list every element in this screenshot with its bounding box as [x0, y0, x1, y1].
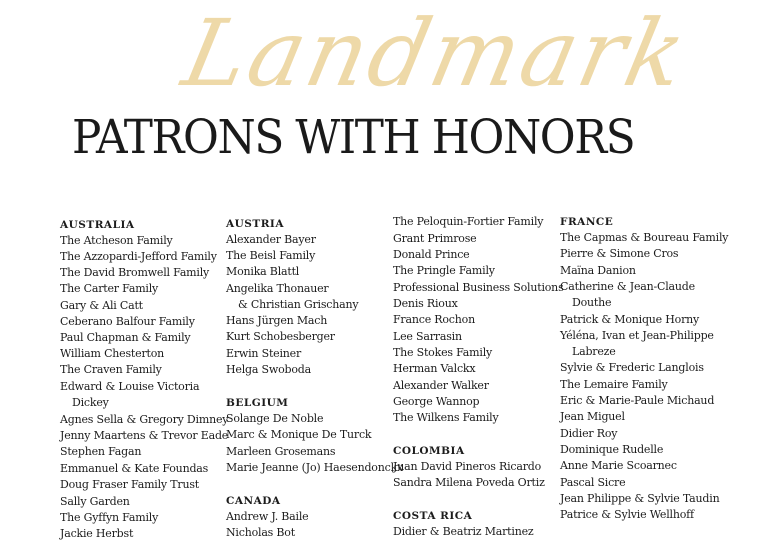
patron-name: Angelika Thonauer — [226, 282, 329, 295]
patron-name-continued: Douthe — [572, 296, 612, 309]
patron-name: Doug Fraser Family Trust — [60, 478, 199, 491]
patron-name: Stephen Fagan — [60, 445, 142, 458]
patron-name: Solange De Noble — [226, 412, 324, 425]
patron-name: Jean Philippe & Sylvie Taudin — [560, 492, 720, 505]
patron-name: Hans Jürgen Mach — [226, 314, 328, 327]
patron-name: The Lemaire Family — [560, 378, 668, 391]
patron-name: Catherine & Jean-Claude — [560, 280, 695, 293]
patron-name: Kurt Schobesberger — [226, 330, 335, 343]
patron-name: Professional Business Solutions — [393, 281, 564, 294]
patron-name: Patrice & Sylvie Wellhoff — [560, 508, 694, 521]
patron-name: Marc & Monique De Turck — [226, 428, 372, 441]
patron-name: Monika Blattl — [226, 265, 300, 278]
patron-name: The David Bromwell Family — [60, 266, 210, 279]
patron-name: Yéléna, Ivan et Jean-Philippe — [560, 329, 714, 342]
patron-name: Juan David Pineros Ricardo — [393, 460, 542, 473]
patron-name: Maïna Danion — [560, 264, 636, 277]
country-heading-belgium: BELGIUM — [226, 397, 289, 409]
patron-name: Eric & Marie-Paule Michaud — [560, 394, 715, 407]
landmark-script-title: Landmark — [174, 0, 698, 107]
patron-name: Paul Chapman & Family — [60, 331, 191, 344]
country-heading-costa-rica: COSTA RICA — [393, 510, 473, 522]
patron-name: Jean Miguel — [560, 410, 625, 423]
patron-name-continued: & Christian Grischany — [238, 298, 359, 311]
patron-name: Gary & Ali Catt — [60, 299, 143, 312]
patron-name: Alexander Walker — [393, 379, 489, 392]
patron-name-continued: Dickey — [72, 396, 109, 409]
patron-name: Didier & Beatriz Martinez — [393, 525, 534, 538]
patron-name-continued: Labreze — [572, 345, 616, 358]
patron-name: Grant Primrose — [393, 232, 477, 245]
patron-name: The Gyffyn Family — [60, 511, 159, 524]
country-heading-australia: AUSTRALIA — [60, 219, 135, 231]
patron-name: Andrew J. Baile — [226, 510, 309, 523]
patron-name: France Rochon — [393, 313, 475, 326]
patron-name: Sylvie & Frederic Langlois — [560, 361, 704, 374]
patron-name: The Peloquin-Fortier Family — [393, 215, 544, 228]
patron-name: The Craven Family — [60, 363, 162, 376]
country-heading-canada: CANADA — [226, 495, 281, 507]
patron-name: Didier Roy — [560, 427, 618, 440]
patron-name: Pascal Sicre — [560, 476, 626, 489]
patron-name: Herman Valckx — [393, 362, 476, 375]
patron-name: The Atcheson Family — [60, 234, 173, 247]
patron-name: Marie Jeanne (Jo) Haesendonckx — [226, 461, 404, 474]
patron-name: Edward & Louise Victoria — [60, 380, 200, 393]
patron-name: The Stokes Family — [393, 346, 493, 359]
country-heading-colombia: COLOMBIA — [393, 445, 465, 457]
patron-name: Pierre & Simone Cros — [560, 247, 679, 260]
patron-name: Erwin Steiner — [226, 347, 302, 360]
patron-name: Helga Swoboda — [226, 363, 311, 376]
patron-name: George Wannop — [393, 395, 480, 408]
patron-name: Patrick & Monique Horny — [560, 313, 700, 326]
patron-name: Anne Marie Scoarnec — [560, 459, 677, 472]
patron-name: Agnes Sella & Gregory Dimney — [60, 413, 229, 426]
patron-name: William Chesterton — [60, 347, 165, 360]
country-heading-austria: AUSTRIA — [226, 218, 284, 230]
patron-name: Sandra Milena Poveda Ortiz — [393, 476, 545, 489]
patron-name: Dominique Rudelle — [560, 443, 664, 456]
patron-name: The Wilkens Family — [393, 411, 499, 424]
patron-name: Lee Sarrasin — [393, 330, 462, 343]
patron-name: The Capmas & Boureau Family — [560, 231, 729, 244]
patron-name: The Carter Family — [60, 282, 159, 295]
patron-name: Alexander Bayer — [226, 233, 316, 246]
patron-name: Denis Rioux — [393, 297, 458, 310]
patron-name: Donald Prince — [393, 248, 470, 261]
patron-name: The Pringle Family — [393, 264, 495, 277]
patron-name: Jenny Maartens & Trevor Eade — [60, 429, 229, 442]
patron-name: Ceberano Balfour Family — [60, 315, 195, 328]
patron-name: The Beisl Family — [226, 249, 316, 262]
country-heading-france: FRANCE — [560, 216, 614, 228]
patron-name: Nicholas Bot — [226, 526, 295, 539]
page-title: PATRONS WITH HONORS — [72, 110, 635, 165]
patron-name: Emmanuel & Kate Foundas — [60, 462, 209, 475]
patron-name: The Azzopardi-Jefford Family — [60, 250, 217, 263]
patron-name: Marleen Grosemans — [226, 445, 336, 458]
patron-name: Jackie Herbst — [60, 527, 134, 540]
patron-name: Sally Garden — [60, 495, 130, 508]
